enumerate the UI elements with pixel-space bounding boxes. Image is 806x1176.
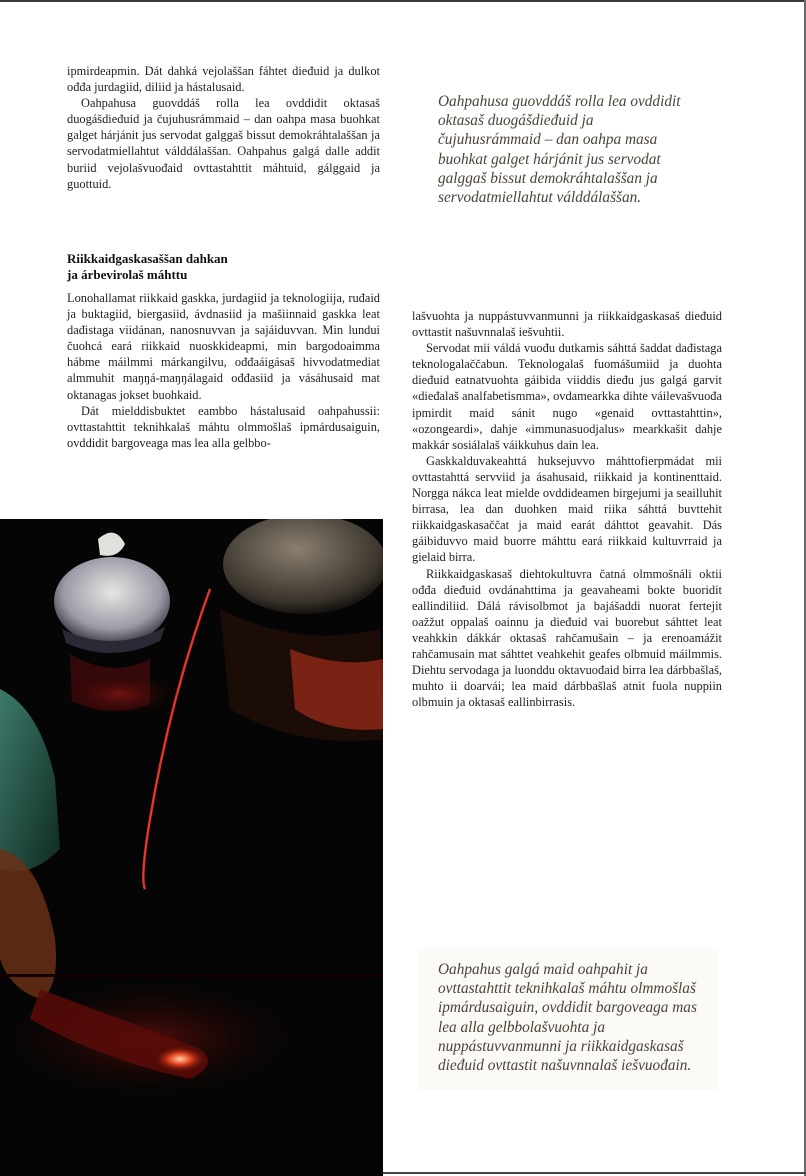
surgery-photo <box>0 519 383 1176</box>
right-column-text <box>412 308 722 710</box>
paragraph: Dát mielddisbuktet eambbo hástalusaid oahpahussii: ovttastahttit teknihkalaš máhtu olmmošlaš ipmárdusaiguin, ovddidit bargoveaga mas lea alla gelbbo- <box>67 403 380 450</box>
laser-glow <box>152 1045 208 1073</box>
paragraph: Gaskkalduvakeahttá huksejuvvo máhttofierpmádat mii ovttastahttá servviid ja ásahusaid, riikkaid ja kontinenttaid. Norgga nákca leat mielde ovddideamen birgejumi ja seailluhit birrasa, lea dan duohken maid riika sáhttá buvttehit riikkaidgaskasaččat ja maid earát dáhttot geavahit. Dás gáibiduvvo maid buorre máhttu eará riikkaid kultuvrraid ja gielaid birra. <box>412 453 722 565</box>
paragraph: ipmirdeapmin. Dát dahká vejolaššan fáhtet dieđuid ja dulkot ođđa jurdagiid, diliid ja hástalusaid. <box>67 64 380 95</box>
pull-quote-top: Oahpahusa guovddáš rolla lea ovddidit oktasaš duogášdieđuid ja čujuhusrámmaid – dan oahpa masa buohkat galget hárjánit jus servodat galggaš bissut demokráhtalaššan ja servodatmiellahtut válddálaššan. <box>438 93 681 207</box>
paragraph: Servodat mii váldá vuođu dutkamis sáhttá šaddat dađistaga teknologalaččabun. Teknologalaš fuomášumiid ja duohta dieđuid eatnatvuohta gáibida viiddis dieđu jus galgá garvit «dieđalaš analfabetismma», ovdamearkka dihte váilevašvuođa ipmirdit maid sánit nugo «genaid ovttastahttin», «ozongeardi», dahje «immunasuodjalus» mearkkašit dahje makkár sosiálalaš váikkuhus dain lea. <box>412 341 722 452</box>
section-text-block <box>67 290 380 451</box>
section-heading-line1: Riikkaidgaskasaššan dahkan <box>67 251 228 266</box>
paragraph: Lonohallamat riikkaid gaskka, jurdagiid ja teknologiija, ruđaid ja buktagiid, biergasiid, ávdnasiid ja mašiinnaid gaskka leat dađistaga viidánan, nanosnuvvan ja sajáiduvvan. Min lundui čuohcá eará riikkaid nuoskkideapmi, min bargodoaimma hábme máilmmi márkangilvu, ođđaáigásaš hivvodatmediat almmuhit maŋŋá-maŋŋálagaid ođđasiid ja vásáhusaid mat oktanagas jokset buohkaid. <box>67 291 380 402</box>
paragraph: Oahpahusa guovddáš rolla lea ovddidit oktasaš duogášdieđuid ja čujuhusrámmaid – dan oahpa masa buohkat galget hárjánit jus servodat galggaš bissut demokráhtalaššan ja servodatmiellahtut válddálaššan. Oahpahus galgá dalle addit buriid vejolašvuođaid ovttastahttit máhtuid, gálggaid ja guottuid. <box>67 96 380 191</box>
pull-quote-bottom: Oahpahus galgá maid oahpahit ja ovttastahttit teknihkalaš máhtu olmmošlaš ipmárdusaiguin, ovddidit bargoveaga mas lea alla gelbbolašvuohta ja nuppástuvvanmunni ja riikkaidgaskasaš dieđuid ovttastit našuvnnalaš iešvuođain. <box>438 961 697 1075</box>
top-rule <box>0 0 806 2</box>
intro-text-block <box>67 63 380 192</box>
section-heading-line2: ja árbevirolaš máhttu <box>67 267 188 282</box>
paragraph: Riikkaidgaskasaš diehtokultuvra čatná olmmošnáli oktii ođđa dieđuid ovdánahttima ja geavaheami bokte buoridit eallindiliid. Dálá rávisolbmot ja bajášaddi nuorat fertejit oažžut oppalaš oainnu ja dieđuid vai buorebut sáhttet leat veahkkin dákkár oktasaš rahčamušain – ja erenoamážit rahčamusain mat sáhttet veahkehit geafes olbmuid máilmmis. Diehtu servodaga ja luonddu oktavuođaid birra lea dárbbašlaš, muhto ii doarvái; lea maid dárbbašlaš atnit fuola nuppiin olbmuin ja oktasaš eallinbirrasis. <box>412 566 722 710</box>
surgery-photo-illustration <box>0 519 383 1176</box>
bottom-rule <box>383 1172 806 1174</box>
paragraph: lašvuohta ja nuppástuvvanmunni ja riikkaidgaskasaš dieđuid ovttastit našuvnnalaš iešvuhtii. <box>412 309 722 340</box>
surgical-cap-left <box>54 557 170 645</box>
section-heading <box>67 251 380 283</box>
